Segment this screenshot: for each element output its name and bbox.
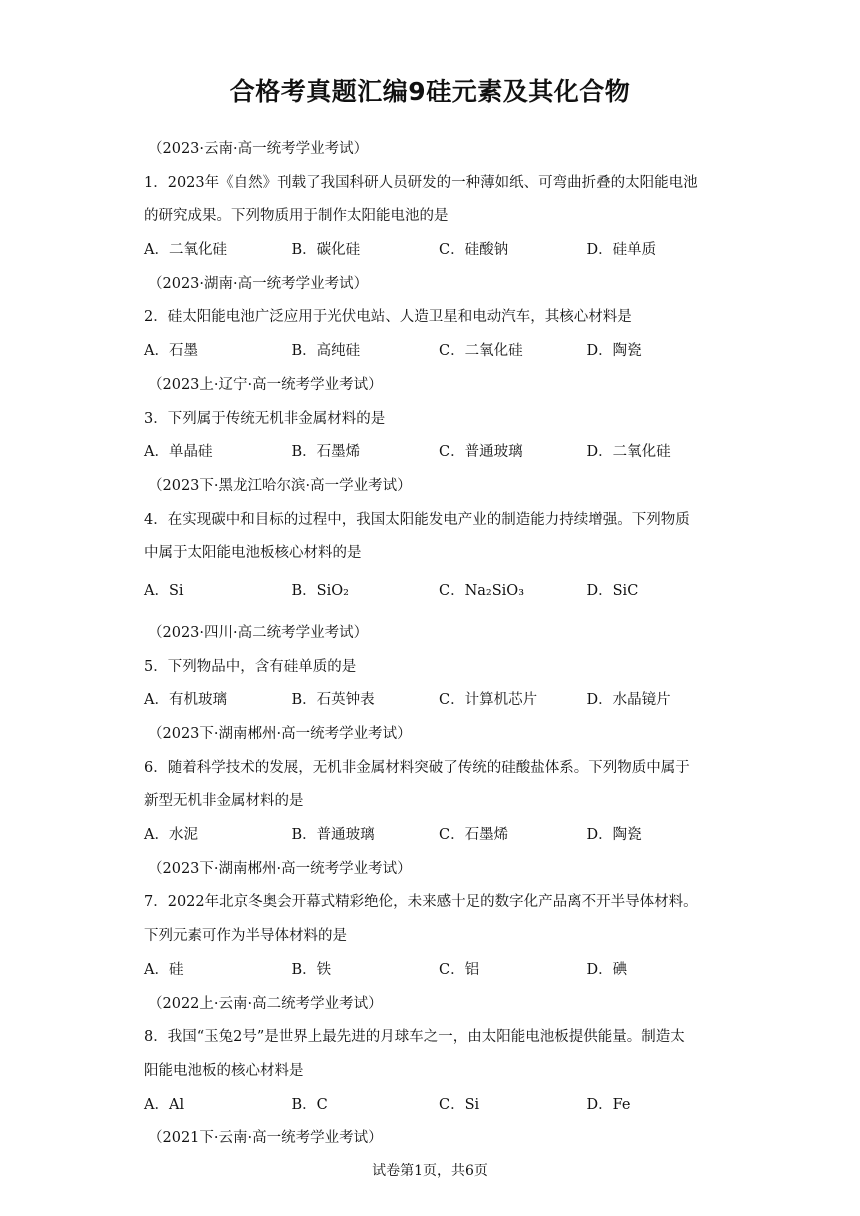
option-a: A．二氧化硅	[144, 242, 227, 259]
option-c: C．铝	[439, 961, 480, 978]
question-source: （2023下·湖南郴州·高一统考学业考试）	[148, 860, 412, 877]
page-title: 合格考真题汇编9硅元素及其化合物	[229, 77, 631, 106]
question-source: （2023·四川·高二统考学业考试）	[148, 624, 369, 641]
question-stem-line: 2．硅太阳能电池广泛应用于光伏电站、人造卫星和电动汽车，其核心材料是	[144, 309, 632, 326]
question-stem-line: 的研究成果。下列物质用于制作太阳能电池的是	[144, 208, 449, 225]
question-source: （2022上·云南·高二统考学业考试）	[148, 995, 383, 1012]
options-row	[144, 825, 734, 845]
question-6	[144, 724, 734, 845]
option-a: A．Si	[144, 582, 184, 599]
options-row	[144, 577, 734, 607]
option-a: A．有机玻璃	[144, 692, 227, 709]
question-source: （2023·湖南·高一统考学业考试）	[148, 275, 369, 292]
option-a: A．单晶硅	[144, 444, 213, 461]
option-c: C．普通玻璃	[439, 444, 523, 461]
options-row	[144, 960, 734, 980]
question-3	[144, 375, 734, 462]
option-b: B．铁	[291, 961, 332, 978]
options-row	[144, 240, 734, 260]
options-row	[144, 341, 734, 361]
question-stem-line: 7．2022年北京冬奥会开幕式精彩绝伦，未来感十足的数字化产品离不开半导体材料。	[144, 894, 698, 911]
option-a: A．Al	[144, 1096, 185, 1113]
option-a: A．硅	[144, 961, 184, 978]
option-c: C．Na₂SiO₃	[439, 582, 525, 599]
question-source: （2023下·黑龙江哈尔滨·高一学业考试）	[148, 477, 412, 494]
option-c: C．石墨烯	[439, 827, 509, 844]
options-row	[144, 442, 734, 462]
option-d: D．SiC	[586, 582, 639, 599]
question-4	[144, 476, 734, 607]
question-7	[144, 859, 734, 980]
option-c: C．二氧化硅	[439, 343, 523, 360]
option-d: D．二氧化硅	[586, 444, 671, 461]
question-stem-line: 3．下列属于传统无机非金属材料的是	[144, 410, 386, 427]
option-b: B．C	[291, 1096, 328, 1113]
option-d: D．硅单质	[586, 242, 657, 259]
option-d: D．陶瓷	[586, 827, 642, 844]
question-stem-line: 中属于太阳能电池板核心材料的是	[144, 545, 362, 562]
option-b: B．SiO₂	[291, 582, 349, 599]
question-stem-line: 6．随着科学技术的发展，无机非金属材料突破了传统的硅酸盐体系。下列物质中属于	[144, 759, 690, 776]
question-list	[144, 139, 734, 1162]
question-8	[144, 994, 734, 1115]
question-stem-line: 8．我国“玉兔2号”是世界上最先进的月球车之一，由太阳能电池板提供能量。制造太	[144, 1029, 685, 1046]
option-d: D．Fe	[586, 1096, 631, 1113]
question-5	[144, 623, 734, 710]
question-stem-line: 1．2023年《自然》刊载了我国科研人员研发的一种薄如纸、可弯曲折叠的太阳能电池	[144, 174, 698, 191]
option-d: D．陶瓷	[586, 343, 642, 360]
option-b: B．石英钟表	[291, 692, 375, 709]
question-stem-line: 新型无机非金属材料的是	[144, 793, 304, 810]
page-footer: 试卷第1页，共6页	[372, 1163, 488, 1179]
option-b: B．碳化硅	[291, 242, 361, 259]
option-a: A．石墨	[144, 343, 198, 360]
options-row	[144, 1095, 734, 1115]
question-source: （2023·云南·高一统考学业考试）	[148, 141, 369, 157]
question-stem-line: 下列元素可作为半导体材料的是	[144, 928, 347, 945]
question-source: （2021下·云南·高一统考学业考试）	[148, 1130, 383, 1147]
option-a: A．水泥	[144, 827, 198, 844]
question-stem-line: 4．在实现碳中和目标的过程中，我国太阳能发电产业的制造能力持续增强。下列物质	[144, 511, 690, 528]
question-stem-line: 5．下列物品中，含有硅单质的是	[144, 658, 357, 675]
option-c: C．Si	[439, 1096, 480, 1113]
option-b: B．普通玻璃	[291, 827, 375, 844]
option-d: D．碘	[586, 961, 628, 978]
question-source: （2023上·辽宁·高一统考学业考试）	[148, 376, 383, 393]
question-source: （2023下·湖南郴州·高一统考学业考试）	[148, 726, 412, 742]
option-d: D．水晶镜片	[586, 692, 671, 709]
question-1	[144, 139, 734, 260]
question-stem-line: 阳能电池板的核心材料是	[144, 1062, 304, 1079]
option-c: C．计算机芯片	[439, 692, 538, 709]
option-c: C．硅酸钠	[439, 242, 509, 259]
question-2	[144, 274, 734, 361]
options-row	[144, 690, 734, 710]
option-b: B．石墨烯	[291, 444, 361, 461]
option-b: B．高纯硅	[291, 343, 361, 360]
